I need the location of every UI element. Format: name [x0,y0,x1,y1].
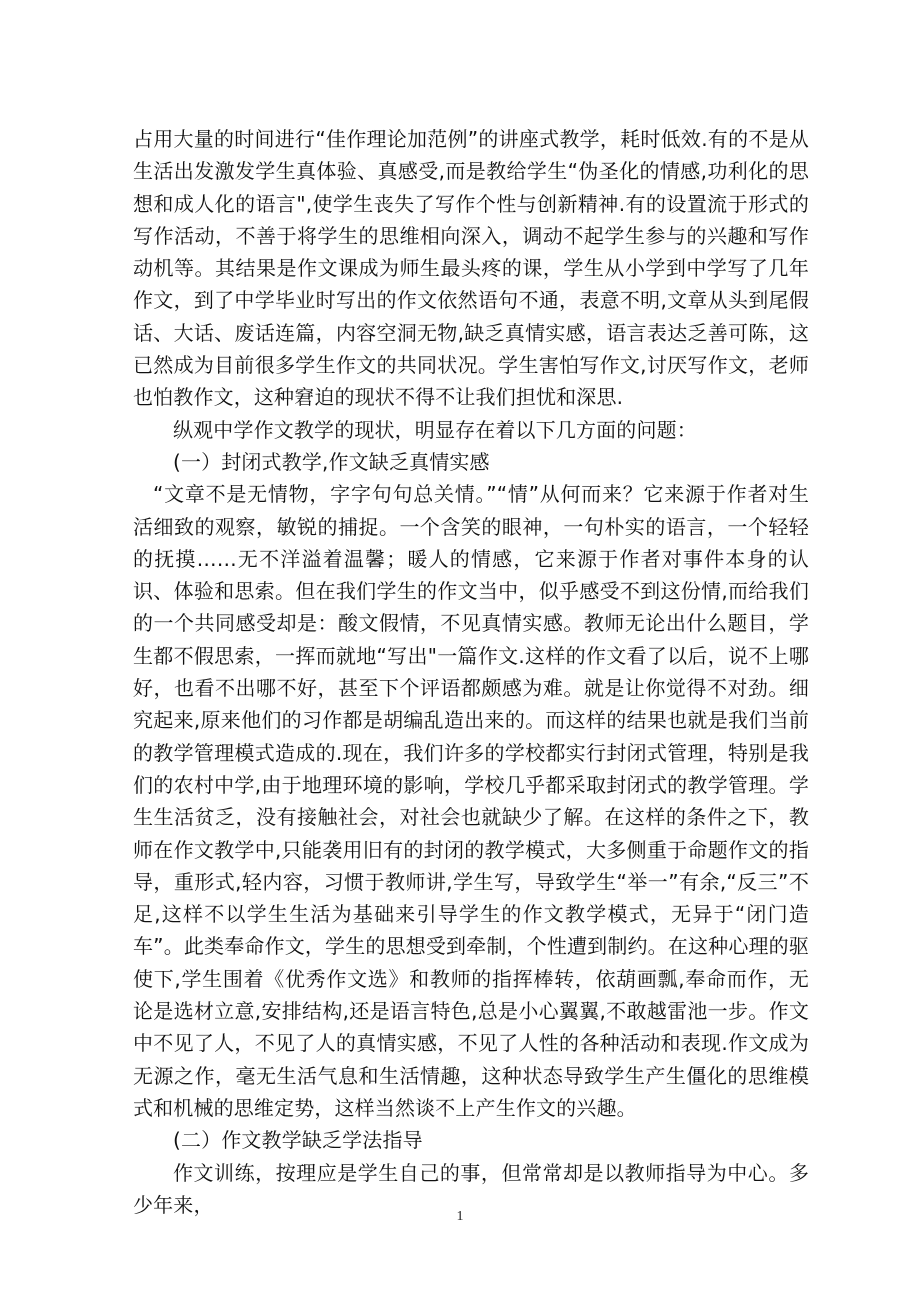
page-number: 1 [456,1209,464,1224]
paragraph-continuation: 占用大量的时间进行“佳作理论加范例”的讲座式教学，耗时低效.有的不是从生活出发激发学生真体验、真感受,而是教给学生“伪圣化的情感,功利化的思想和成人化的语言",使学生丧失了写作个性与创新精神.有的设置流于形式的写作活动，不善于将学生的思维相向深入，调动不起学生参与的兴趣和写作动机等。其结果是作文课成为师生最头疼的课，学生从小学到中学写了几年作文，到了中学毕业时写出的作文依然语句不通，表意不明,文章从头到尾假话、大话、废话连篇，内容空洞无物,缺乏真情实感，语言表达乏善可陈，这已然成为目前很多学生作文的共同状况。学生害怕写作文,讨厌写作文，老师也怕教作文，这种窘迫的现状不得不让我们担忧和深思. [133,127,809,410]
paragraph-overview: 纵观中学作文教学的现状，明显存在着以下几方面的问题： [173,417,697,442]
paragraph-section-1: “文章不是无情物，字字句句总关情。”“情”从何而来？它来源于作者对生活细致的观察，敏锐的捕捉。一个含笑的眼神，一句朴实的语言，一个轻轻的抚摸……无不洋溢着温馨；暖人的情感，它来源于作者对事件本身的认识、体验和思索。但在我们学生的作文当中，似乎感受不到这份情,而给我们的一个共同感受却是：酸文假情，不见真情实感。教师无论出什么题目，学生都不假思索，一挥而就地“写出"一篇作文.这样的作文看了以后，说不上哪好，也看不出哪不好，甚至下个评语都颇感为难。就是让你觉得不对劲。细究起来,原来他们的习作都是胡编乱造出来的。而这样的结果也就是我们当前的教学管理模式造成的.现在，我们许多的学校都实行封闭式管理，特别是我们的农村中学,由于地理环境的影响，学校几乎都采取封闭式的教学管理。学生生活贫乏，没有接触社会，对社会也就缺少了解。在这样的条件之下，教师在作文教学中,只能袭用旧有的封闭的教学模式，大多侧重于命题作文的指导，重形式,轻内容，习惯于教师讲,学生写，导致学生“举一”有余,“反三”不足,这样不以学生生活为基础来引导学生的作文教学模式，无异于“闭门造车”。此类奉命作文，学生的思想受到牵制，个性遭到制约。在这种心理的驱使下,学生围着《优秀作文选》和教师的指挥棒转，依葫画瓢,奉命而作，无论是选材立意,安排结构,还是语言特色,总是小心翼翼,不敢越雷池一步。作文中不见了人，不见了人的真情实感，不见了人性的各种活动和表现.作文成为无源之作，毫无生活气息和生活情趣，这种状态导致学生产生僵化的思维模式和机械的思维定势，这样当然谈不上产生作文的兴趣。 [133,482,809,1120]
section-heading-2: (二）作文教学缺乏学法指导 [173,1128,423,1153]
section-heading-1: (一）封闭式教学,作文缺乏真情实感 [173,449,490,474]
paragraph-section-2: 作文训练，按理应是学生自己的事，但常常却是以教师指导为中心。多少年来， [133,1160,809,1217]
body-text [133,123,809,1221]
